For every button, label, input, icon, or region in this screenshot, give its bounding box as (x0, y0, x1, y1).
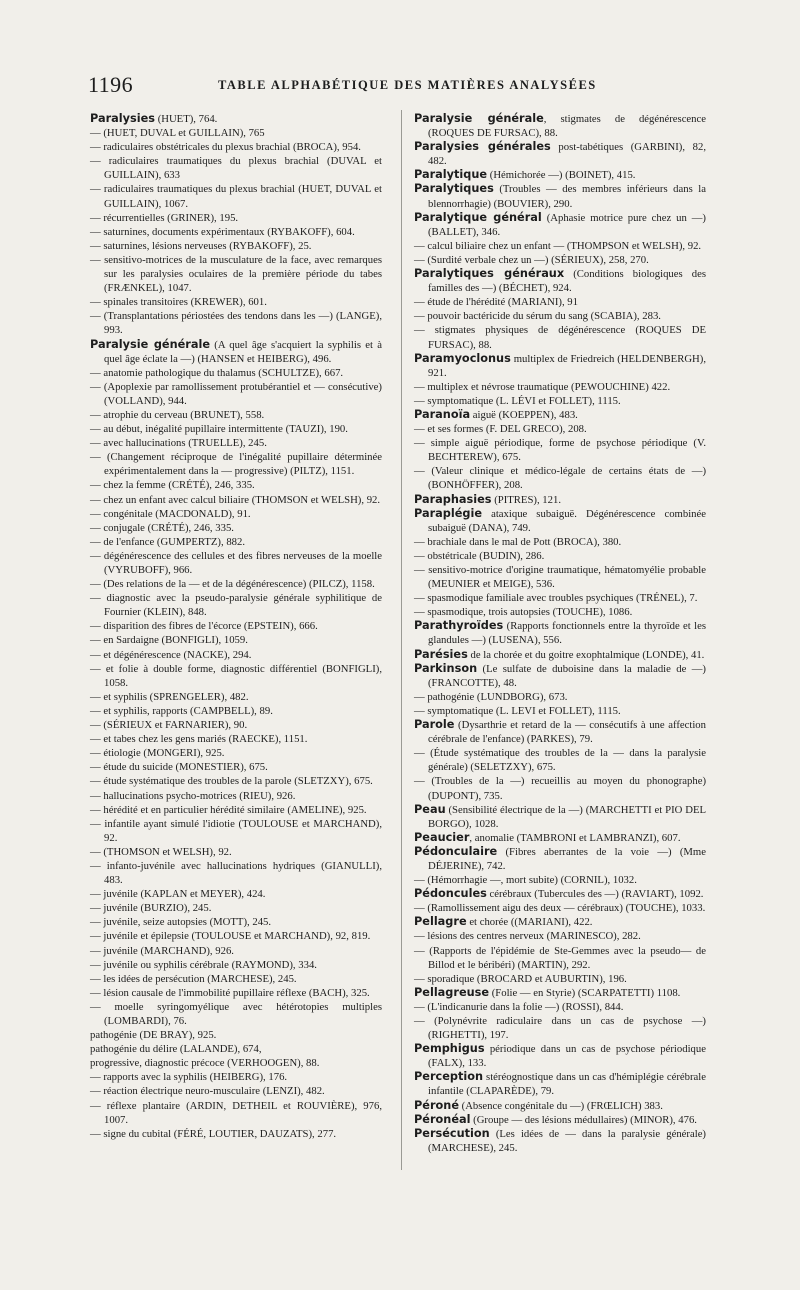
index-entry (414, 944, 706, 972)
entry-headword: Paraphasies (414, 492, 492, 506)
index-entry (90, 944, 382, 958)
entry-text: — et syphilis, rapports (CAMPBELL), 89. (90, 704, 273, 717)
index-entry (414, 1014, 706, 1042)
index-entry (414, 690, 706, 704)
entry-text: — réflexe plantaire (ARDIN, DETHEIL et ROUVIÈRE), 976, 1007. (90, 1099, 382, 1126)
index-entry (414, 929, 706, 943)
entry-text: — stigmates physiques de dégénérescence (ROQUES DE FURSAC), 88. (414, 324, 706, 351)
entry-text: pathogénie du délire (LALANDE), 674, (90, 1043, 262, 1056)
entry-text: — spasmodique, trois autopsies (TOUCHE), 1086. (414, 606, 633, 619)
index-entry (414, 140, 706, 168)
entry-headword: Pédoncules (414, 887, 487, 901)
entry-headword: Parathyroïdes (414, 619, 504, 633)
entry-text: — saturnines, lésions nerveuses (RYBAKOFF), 25. (90, 239, 312, 252)
index-entry (414, 253, 706, 267)
entry-headword: Paralytiques généraux (414, 267, 565, 281)
entry-text: (Fibres aberrantes de la voie —) (Mme DÉJERINE), 742. (428, 845, 706, 872)
entry-text: — (SÉRIEUX et FARNARIER), 90. (90, 719, 248, 732)
entry-text: — (Changement réciproque de l'inégalité pupillaire déterminée expérimentalement dans la — progressive) (PILTZ), 1151. (90, 451, 382, 478)
entry-text: périodique dans un cas de psychose périodique (FALX), 133. (428, 1043, 706, 1070)
index-entry (414, 972, 706, 986)
index-entry (414, 774, 706, 802)
entry-headword: Pemphigus (414, 1042, 485, 1056)
entry-headword: Paralysies générales (414, 140, 551, 154)
index-entry (90, 648, 382, 662)
entry-text: — obstétricale (BUDIN), 286. (414, 549, 545, 562)
entry-text: — radiculaires traumatiques du plexus brachial (DUVAL et GUILLAIN), 633 (90, 155, 382, 182)
index-entry (414, 436, 706, 464)
index-entry (90, 239, 382, 253)
entry-headword: Paraplégie (414, 506, 483, 520)
entry-text: — (HUET, DUVAL et GUILLAIN), 765 (90, 127, 265, 140)
index-entry (414, 182, 706, 210)
index-entry (90, 746, 382, 760)
entry-text: (Troubles — des membres inférieurs dans la blennorrhagie) (BOUVIER), 290. (428, 183, 706, 210)
entry-text: — (Surdité verbale chez un —) (SÉRIEUX), 258, 270. (414, 253, 649, 266)
index-entry (90, 140, 382, 154)
entry-text: (Les idées de — dans la paralysie générale) (MARCHESE), 245. (428, 1127, 706, 1154)
index-entry (90, 436, 382, 450)
index-entry (90, 450, 382, 478)
entry-text: (Groupe — des lésions médullaires) (MINOR), 476. (470, 1113, 697, 1126)
entry-text: — saturnines, documents expérimentaux (RYBAKOFF), 604. (90, 225, 355, 238)
index-entry (90, 619, 382, 633)
index-entry (414, 1000, 706, 1014)
index-entry (90, 774, 382, 788)
index-entry (90, 887, 382, 901)
entry-text: — radiculaires obstétricales du plexus brachial (BROCA), 954. (90, 141, 361, 154)
entry-text: — réaction électrique neuro-musculaire (LENZI), 482. (90, 1085, 325, 1098)
index-entry (90, 478, 382, 492)
entry-headword: Paralytique (414, 168, 488, 182)
entry-headword: Persécution (414, 1126, 490, 1140)
entry-text: — juvénile (KAPLAN et MEYER), 424. (90, 888, 266, 901)
entry-text: — juvénile (MARCHAND), 926. (90, 944, 234, 957)
entry-text: ataxique subaiguë. Dégénérescence combinée subaiguë (DANA), 749. (428, 507, 706, 534)
entry-text: (HUET), 764. (155, 113, 218, 125)
index-entry (90, 633, 382, 647)
index-entry (90, 493, 382, 507)
entry-text: — (Apoplexie par ramollissement protubérantiel et — consécutive) (VOLLAND), 944. (90, 380, 382, 407)
index-entry (90, 549, 382, 577)
entry-text: cérébraux (Tubercules des —) (RAVIART), 1092. (486, 888, 704, 901)
entry-text: — étude du suicide (MONESTIER), 675. (90, 761, 268, 774)
index-entry (90, 112, 382, 126)
index-entry (90, 986, 382, 1000)
index-entry (414, 901, 706, 915)
entry-headword: Paralytique général (414, 210, 542, 224)
entry-headword: Parkinson (414, 661, 478, 675)
entry-text: (Le sulfate de duboisine dans la maladie de —) (FRANCOTTE), 48. (428, 662, 706, 689)
running-title: TABLE ALPHABÉTIQUE DES MATIÈRES ANALYSÉES (218, 78, 597, 92)
index-entry (414, 549, 706, 563)
entry-headword: Paralytiques (414, 182, 494, 196)
entry-text: — (Rapports de l'épidémie de Ste-Gemmes avec la pseudo— de Billod et le béribéri) (MARTIN), 292. (414, 944, 706, 971)
index-entry (414, 605, 706, 619)
entry-text: — pouvoir bactéricide du sérum du sang (SCABIA), 283. (414, 310, 661, 323)
index-entry (90, 337, 382, 366)
entry-headword: Paralysie générale (90, 337, 210, 351)
entry-text: — dégénérescence des cellules et des fibres nerveuses de la moelle (VYRUBOFF), 966. (90, 549, 382, 576)
index-entry (90, 591, 382, 619)
entry-headword: Paramyoclonus (414, 351, 511, 365)
entry-text: — (Hémorrhagie —, mort subite) (CORNIL), 1032. (414, 874, 637, 887)
entry-headword: Pédonculaire (414, 844, 498, 858)
index-entry (90, 1028, 382, 1042)
entry-text: (Dysarthrie et retard de la — consécutifs à une affection cérébrale de l'enfance) (PARKES), 79. (428, 719, 706, 746)
index-entry (414, 1112, 706, 1127)
index-entry (90, 690, 382, 704)
entry-text: (PITRES), 121. (491, 493, 561, 506)
entry-text: — disparition des fibres de l'écorce (EPSTEIN), 666. (90, 620, 318, 633)
entry-text: — et dégénérescence (NACKE), 294. (90, 648, 252, 661)
entry-text: — moelle syringomyélique avec hétérotopies multiples (LOMBARDI), 76. (90, 1000, 382, 1027)
page-header (88, 72, 728, 102)
entry-headword: Pellagreuse (414, 985, 490, 999)
entry-headword: Perception (414, 1070, 484, 1084)
index-entry (414, 746, 706, 774)
index-entry (90, 1127, 382, 1141)
entry-text: — chez la femme (CRÉTÉ), 246, 335. (90, 479, 255, 492)
entry-text: — (Troubles de la —) recueillis au moyen du phonographe) (DUPONT), 735. (414, 775, 706, 802)
entry-text: — étiologie (MONGERI), 925. (90, 747, 225, 760)
entry-text: — sensitivo-motrices de la musculature de la face, avec remarques sur les paralysies oculaires de la première période du tabes (FRÆNKEL), 1047. (90, 253, 382, 295)
entry-text: — étude systématique des troubles de la parole (SLETZXY), 675. (90, 775, 373, 788)
index-entry (90, 154, 382, 182)
entry-headword: Peau (414, 802, 446, 816)
entry-text: — et tabes chez les gens mariés (RAECKE), 1151. (90, 733, 308, 746)
index-entry (414, 1042, 706, 1070)
index-entry (414, 112, 707, 140)
index-entry (90, 958, 382, 972)
left-column (90, 112, 382, 1141)
entry-headword: Peaucier (414, 830, 470, 844)
entry-headword: Paranoïa (414, 407, 471, 421)
index-entry (414, 267, 706, 295)
entry-text: — pathogénie (LUNDBORG), 673. (414, 690, 568, 703)
entry-text: — et ses formes (F. DEL GRECO), 208. (414, 423, 587, 436)
index-entry (90, 295, 382, 309)
index-entry (90, 408, 382, 422)
entry-text: — juvénile ou syphilis cérébrale (RAYMOND), 334. (90, 958, 317, 971)
index-entry (414, 844, 706, 873)
index-entry (414, 295, 706, 309)
index-entry (90, 126, 382, 140)
entry-text: — anatomie pathologique du thalamus (SCHULTZE), 667. (90, 366, 344, 379)
entry-text: — en Sardaigne (BONFIGLI), 1059. (90, 634, 248, 647)
entry-text: — récurrentielles (GRINER), 195. (90, 211, 239, 224)
entry-text: — radiculaires traumatiques du plexus brachial (HUET, DUVAL et GUILLAIN), 1067. (90, 183, 382, 210)
entry-text: — (Étude systématique des troubles de la — dans la paralysie générale) (SELETZXY), 675. (414, 747, 706, 774)
index-entry (414, 407, 706, 422)
index-entry (90, 718, 382, 732)
entry-text: — rapports avec la syphilis (HEIBERG), 176. (90, 1071, 288, 1084)
entry-headword: Péroné (414, 1098, 459, 1112)
entry-text: (Aphasie motrice pure chez un —) (BALLET), 346. (428, 211, 706, 238)
entry-text: — diagnostic avec la pseudo-paralysie générale syphilitique de Fournier (KLEIN), 848. (90, 592, 382, 619)
entry-text: — hallucinations psycho-motrices (RIEU), 926. (90, 789, 296, 802)
index-entry (414, 535, 706, 549)
index-entry (414, 915, 706, 929)
column-divider (401, 110, 402, 1170)
index-entry (90, 1042, 382, 1056)
entry-text: — symptomatique (L. LÉVI et FOLLET), 1115. (414, 394, 621, 407)
entry-text: (Hémichorée —) (BOINET), 415. (487, 169, 636, 182)
entry-text: — étude de l'hérédité (MARIANI), 91 (414, 296, 578, 309)
entry-text: — atrophie du cerveau (BRUNET), 558. (90, 408, 265, 421)
index-entry (90, 760, 382, 774)
index-entry (414, 647, 706, 662)
entry-text: — calcul biliaire chez un enfant — (THOMPSON et WELSH), 92. (414, 239, 702, 252)
index-entry (90, 309, 382, 337)
entry-text: — hérédité et en particulier hérédité similaire (AMELINE), 925. (90, 803, 367, 816)
entry-text: — juvénile et épilepsie (TOULOUSE et MARCHAND), 92, 819. (90, 930, 371, 943)
entry-text: stéréognostique dans un cas d'hémiplégie cérébrale infantile (CLAPARÈDE), 79. (428, 1071, 706, 1098)
index-entry (414, 718, 706, 746)
index-entry (414, 210, 706, 239)
index-entry (414, 309, 706, 323)
index-entry (414, 887, 706, 901)
index-entry (414, 394, 706, 408)
entry-text: de la chorée et du goitre exophtalmique (LONDE), 41. (467, 648, 705, 661)
index-entry (414, 1126, 706, 1155)
entry-text: — spinales transitoires (KREWER), 601. (90, 296, 267, 309)
entry-text: (Folie — en Styrie) (SCARPATETTI) 1108. (489, 986, 681, 999)
entry-text: (Rapports fonctionnels entre la thyroïde et les glandules —) (LUSENA), 556. (428, 620, 706, 647)
entry-text: — signe du cubital (FÉRÉ, LOUTIER, DAUZATS), 277. (90, 1127, 337, 1140)
index-entry (90, 211, 382, 225)
index-entry (414, 591, 706, 605)
index-entry (90, 577, 382, 591)
index-entry (414, 168, 706, 182)
entry-text: — juvénile, seize autopsies (MOTT), 245. (90, 916, 272, 929)
index-entry (414, 422, 706, 436)
index-entry (414, 323, 706, 351)
index-entry (90, 521, 382, 535)
index-entry (414, 873, 706, 887)
index-entry (414, 830, 706, 845)
entry-text: progressive, diagnostic précoce (VERHOOGEN), 88. (90, 1057, 320, 1070)
index-entry (414, 563, 706, 591)
index-entry (90, 732, 382, 746)
entry-text: — (THOMSON et WELSH), 92. (90, 845, 232, 858)
entry-text: — juvénile (BURZIO), 245. (90, 902, 212, 915)
entry-text: multiplex de Friedreich (HELDENBERGH), 921. (428, 352, 706, 379)
entry-text: — au début, inégalité pupillaire intermittente (TAUZI), 190. (90, 423, 348, 436)
entry-text: — les idées de persécution (MARCHESE), 245. (90, 972, 297, 985)
entry-text: post-tabétiques (GARBINI), 82, 482. (428, 141, 706, 168)
entry-text: , stigmates de dégénérescence (ROQUES DE FURSAC), 88. (428, 113, 707, 140)
entry-text: — brachiale dans le mal de Pott (BROCA), 380. (414, 535, 622, 548)
index-entry (90, 662, 382, 690)
entry-text: — conjugale (CRÉTÉ), 246, 335. (90, 521, 234, 534)
entry-text: — symptomatique (L. LEVI et FOLLET), 1115. (414, 704, 621, 717)
index-entry (414, 464, 706, 492)
index-entry (90, 380, 382, 408)
index-entry (414, 1098, 706, 1113)
index-entry (90, 1070, 382, 1084)
entry-headword: Paralysie générale (414, 112, 544, 125)
entry-text: — lésion causale de l'immobilité pupillaire réflexe (BACH), 325. (90, 986, 370, 999)
index-entry (90, 1084, 382, 1098)
entry-text: — lésions des centres nerveux (MARINESCO), 282. (414, 930, 641, 943)
index-entry (414, 351, 706, 380)
entry-text: , anomalie (TAMBRONI et LAMBRANZI), 607. (469, 831, 681, 844)
index-entry (414, 492, 706, 507)
index-entry (90, 535, 382, 549)
entry-text: — (Des relations de la — et de la dégénérescence) (PILCZ), 1158. (90, 578, 375, 591)
entry-text: — avec hallucinations (TRUELLE), 245. (90, 437, 267, 450)
entry-text: (A quel âge s'acquiert la syphilis et à quel âge éclate la —) (HANSEN et HEIBERG), 496. (104, 338, 382, 365)
index-entry (414, 239, 706, 253)
entry-text: — chez un enfant avec calcul biliaire (THOMSON et WELSH), 92. (90, 493, 381, 506)
index-entry (414, 619, 706, 647)
entry-headword: Pellagre (414, 915, 467, 929)
entry-text: — spasmodique familiale avec troubles psychiques (TRÉNEL), 7. (414, 592, 698, 605)
index-entry (90, 803, 382, 817)
entry-text: — (L'indicanurie dans la folie —) (ROSSI), 844. (414, 1000, 624, 1013)
entry-text: — simple aiguë périodique, forme de psychose périodique (V. BECHTEREW), 675. (414, 437, 706, 464)
entry-text: aiguë (KOEPPEN), 483. (470, 408, 578, 421)
entry-text: — (Valeur clinique et médico-légale de certains états de —) (BONHÖFFER), 208. (414, 465, 706, 492)
index-entry (414, 985, 706, 1000)
entry-text: — et syphilis (SPRENGELER), 482. (90, 690, 249, 703)
entry-headword: Paralysies (90, 112, 156, 125)
index-entry (414, 661, 706, 690)
index-entry (90, 817, 382, 845)
entry-text: pathogénie (DE BRAY), 925. (90, 1029, 217, 1042)
entry-text: — (Polynévrite radiculaire dans un cas de psychose —) (RIGHETTI), 197. (414, 1015, 706, 1042)
index-entry (90, 507, 382, 521)
index-entry (90, 422, 382, 436)
index-entry (90, 704, 382, 718)
page-number: 1196 (88, 72, 134, 97)
entry-text: — (Transplantations périostées des tendons dans les —) (LANGE), 993. (90, 310, 382, 337)
entry-text: — sporadique (BROCARD et AUBURTIN), 196. (414, 972, 627, 985)
index-entry (414, 802, 706, 831)
index-entry (90, 915, 382, 929)
index-entry (90, 929, 382, 943)
entry-text: — et folie à double forme, diagnostic différentiel (BONFIGLI), 1058. (90, 662, 382, 689)
entry-text: — (Ramollissement aigu des deux — cérébraux) (TOUCHE), 1033. (414, 902, 706, 915)
index-entry (414, 380, 706, 394)
entry-text: (Conditions biologiques des familles des —) (BÉCHET), 924. (428, 268, 706, 295)
index-entry (90, 1099, 382, 1127)
entry-headword: Parole (414, 718, 455, 732)
right-column (414, 112, 706, 1155)
entry-text: — multiplex et névrose traumatique (PEWOUCHINE) 422. (414, 380, 671, 393)
entry-text: (Sensibilité électrique de la —) (MARCHETTI et PIO DEL BORGO), 1028. (428, 803, 706, 830)
index-entry (90, 972, 382, 986)
entry-text: — infantile ayant simulé l'idiotie (TOULOUSE et MARCHAND), 92. (90, 817, 382, 844)
entry-text: — sensitivo-motrice d'origine traumatique, hématomyélie probable (MEUNIER et MEIGE), 536. (414, 564, 706, 591)
index-entry (90, 845, 382, 859)
index-entry (90, 182, 382, 210)
index-entry (90, 901, 382, 915)
entry-headword: Péronéal (414, 1112, 471, 1126)
entry-text: et chorée ((MARIANI), 422. (466, 916, 593, 929)
entry-text: — de l'enfance (GUMPERTZ), 882. (90, 535, 246, 548)
entry-text: — infanto-juvénile avec hallucinations hydriques (GIANULLI), 483. (90, 859, 382, 887)
index-entry (414, 1070, 706, 1098)
entry-headword: Parésies (414, 647, 468, 661)
index-entry (90, 1000, 382, 1028)
index-entry (90, 225, 382, 239)
index-entry (90, 859, 382, 887)
index-entry (414, 506, 706, 535)
entry-text: — congénitale (MACDONALD), 91. (90, 507, 251, 520)
index-entry (90, 366, 382, 380)
index-entry (90, 1056, 382, 1070)
index-entry (90, 789, 382, 803)
index-entry (90, 253, 382, 295)
index-entry (414, 704, 706, 718)
entry-text: (Absence congénitale du —) (FRŒLICH) 383. (458, 1099, 663, 1112)
